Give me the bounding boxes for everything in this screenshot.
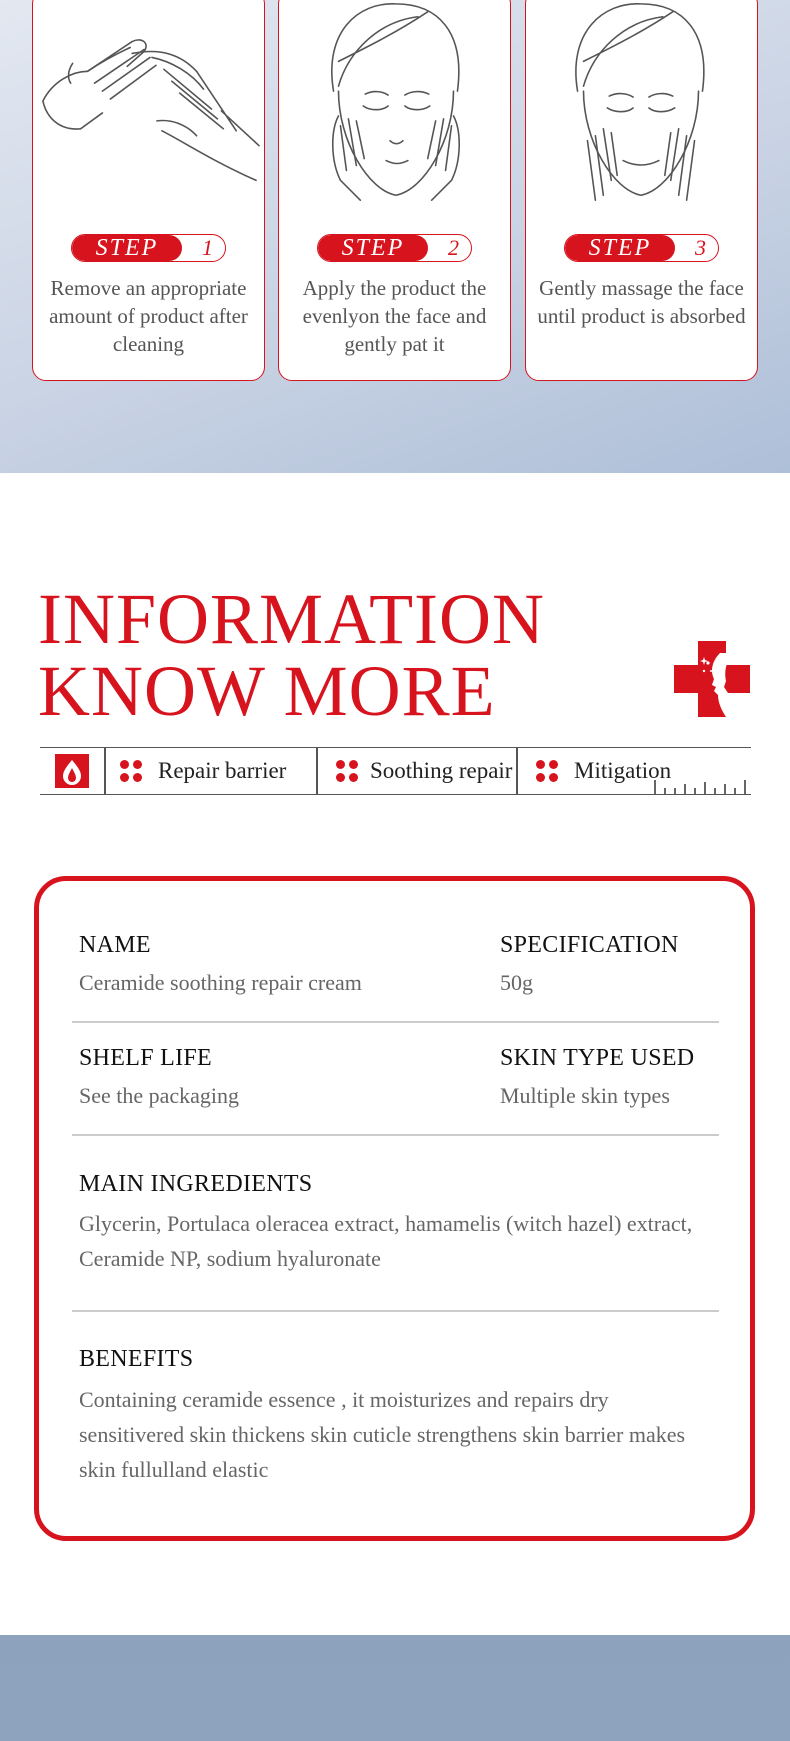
benefits-value: Containing ceramide essence , it moisturizes and repairs dry sensitivered skin thickens skin cuticle strengthens skin barrier makes skin fullulland elastic [79, 1387, 686, 1482]
feature-item-soothing-repair [336, 748, 512, 794]
specification-value: 50g [500, 970, 533, 995]
step-badge [71, 234, 226, 262]
skin-type-value: Multiple skin types [500, 1083, 670, 1108]
heading-line-1: INFORMATION [38, 579, 546, 659]
step-description: Gently massage the face until product is absorbed [537, 276, 746, 328]
specification-label: SPECIFICATION [500, 932, 679, 958]
step-label: STEP [565, 235, 675, 261]
droplet-badge-icon [55, 754, 89, 788]
ingredients-label: MAIN INGREDIENTS [79, 1171, 313, 1197]
name-label: NAME [79, 932, 151, 958]
feature-label: Repair barrier [158, 758, 287, 783]
step-badge [564, 234, 719, 262]
usage-steps-section [0, 0, 790, 473]
shelf-life-label: SHELF LIFE [79, 1045, 213, 1071]
bottom-band [0, 1635, 790, 1741]
benefits-label: BENEFITS [79, 1346, 194, 1372]
feature-label: Soothing repair [370, 758, 513, 783]
step-number: 1 [202, 235, 213, 260]
shelf-life-value: See the packaging [79, 1083, 240, 1108]
heading-line-2: KNOW MORE [38, 651, 496, 731]
feature-label: Mitigation [574, 758, 672, 783]
dots-icon [536, 760, 558, 782]
divider [316, 748, 318, 794]
ingredients-value: Glycerin, Portulaca oleracea extract, hamamelis (witch hazel) extract, Ceramide NP, sodium hyaluronate [79, 1211, 693, 1271]
dots-icon [120, 760, 142, 782]
step-label: STEP [318, 235, 428, 261]
divider [516, 748, 518, 794]
step-card-3 [525, 0, 758, 381]
feature-bar [40, 747, 751, 795]
step-number: 2 [448, 235, 459, 260]
divider [72, 1134, 719, 1136]
hands-rubbing-icon [33, 0, 264, 221]
step-description: Apply the product the evenlyon the face and gently pat it [302, 276, 487, 356]
face-massage-icon [526, 0, 757, 221]
dots-icon [336, 760, 358, 782]
step-card-2 [278, 0, 511, 381]
step-description: Remove an appropriate amount of product after cleaning [49, 276, 248, 356]
step-number: 3 [695, 235, 706, 260]
skin-type-label: SKIN TYPE USED [500, 1045, 695, 1071]
red-cross-face-icon [674, 641, 750, 717]
feature-bar-icon-cell [52, 748, 92, 794]
divider [104, 748, 106, 794]
step-badge [317, 234, 472, 262]
information-heading [38, 579, 546, 731]
name-value: Ceramide soothing repair cream [79, 970, 362, 995]
step-card-1 [32, 0, 265, 381]
step-label: STEP [72, 235, 182, 261]
divider [72, 1021, 719, 1023]
ruler-decoration [651, 780, 751, 794]
face-pat-icon [279, 0, 510, 221]
feature-item-repair-barrier [120, 748, 286, 794]
divider [72, 1310, 719, 1312]
